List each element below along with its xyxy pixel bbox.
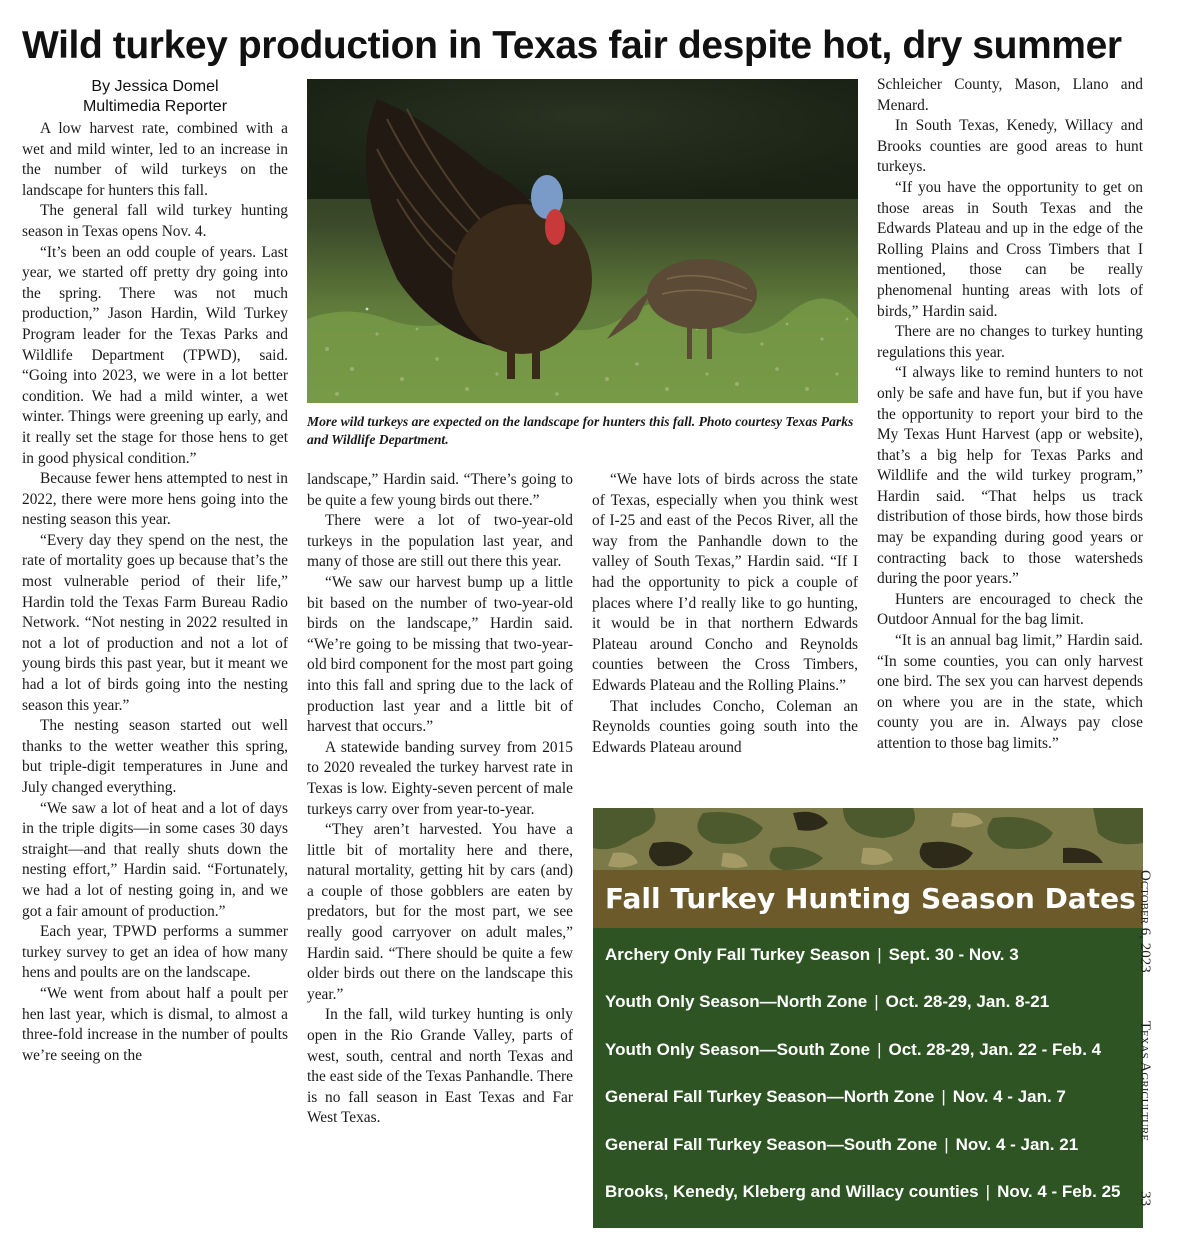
season-row (605, 944, 1141, 966)
season-row (605, 1181, 1141, 1203)
season-row (605, 1039, 1141, 1061)
paragraph: “They aren’t harvested. You have a little bit of mortality here and there, natural mortality, getting hit by cars (and) a couple of those gobblers are eaten by predators, but for the most part, we see really good carryover on adult males,” Hardin said. “There should be quite a few older birds out there on the landscape this year.” (307, 821, 573, 1003)
camouflage-banner (593, 808, 1143, 870)
turkey-photo (307, 79, 858, 403)
article-column-4 (877, 75, 1143, 805)
paragraph: “It’s been an odd couple of years. Last year, we started off pretty dry going into the spring. There was not much production,” Jason Hardin, Wild Turkey Program leader for the Texas Parks and Wildlife Department (TPWD), said. “Going into 2023, we were in a lot better condition. We had a mild winter, a wet winter. Things were greening up early, and it really set the stage for those hens to get in good physical condition.” (22, 243, 288, 467)
paragraph: A low harvest rate, combined with a wet and mild winter, led to an increase in the number of wild turkeys on the landscape for hunters this fall. (22, 120, 288, 199)
season-name: Brooks, Kenedy, Kleberg and Willacy counties (605, 1182, 979, 1201)
paragraph: Because fewer hens attempted to nest in 2022, there were more hens going into the nesting season this year. (22, 470, 288, 529)
season-dates: Oct. 28-29, Jan. 8-21 (885, 992, 1050, 1011)
season-name: Youth Only Season—North Zone (605, 992, 868, 1011)
page-folio (1137, 870, 1167, 1260)
season-separator: | (874, 992, 879, 1011)
paragraph: Schleicher County, Mason, Llano and Menard. (877, 76, 1143, 114)
folio-publication: Texas Agriculture (1137, 1020, 1153, 1142)
paragraph: “It is an annual bag limit,” Hardin said. “In some counties, you can only harvest one bird. The sex you can harvest depends on where you are in the state, which county you are in. Always pay close attention to those bag limits.” (877, 632, 1143, 752)
paragraph: The nesting season started out well thanks to the wetter weather this spring, but triple-digit temperatures in June and July changed everything. (22, 717, 288, 796)
paragraph: “We saw a lot of heat and a lot of days in the triple digits—in some cases 30 days straight—and that really shuts down the nesting effort,” Hardin said. “Fortunately, we had a lot of nesting going in, and we got a fair amount of production.” (22, 799, 288, 920)
season-dates-box (593, 808, 1143, 1228)
paragraph: “We saw our harvest bump up a little bit based on the number of two-year-old birds on the landscape,” Hardin said. “We’re going to be missing that two-year-old bird component for the most part going into this fall and spring due to the lack of production last year and a little bit of harvest that occurs.” (307, 573, 573, 736)
season-row (605, 991, 1141, 1013)
season-dates: Sept. 30 - Nov. 3 (888, 945, 1019, 964)
paragraph: There are no changes to turkey hunting regulations this year. (877, 323, 1143, 361)
folio-date: October 6, 2023 (1137, 870, 1153, 973)
season-dates: Nov. 4 - Feb. 25 (997, 1182, 1121, 1201)
season-separator: | (985, 1182, 991, 1201)
season-separator: | (877, 945, 882, 964)
paragraph: Each year, TPWD performs a summer turkey survey to get an idea of how many hens and poults are on the landscape. (22, 923, 288, 982)
article-column-1 (22, 119, 288, 1237)
paragraph: In South Texas, Kenedy, Willacy and Brooks counties are good areas to hunt turkeys. (877, 117, 1143, 176)
byline-title: Multimedia Reporter (82, 98, 228, 115)
season-list (593, 928, 1143, 1228)
article-column-2 (307, 470, 573, 1237)
season-row (605, 1134, 1141, 1156)
season-name: General Fall Turkey Season—North Zone (605, 1087, 935, 1106)
paragraph: Hunters are encouraged to check the Outdoor Annual for the bag limit. (877, 590, 1143, 629)
season-row (605, 1086, 1141, 1108)
season-box-title: Fall Turkey Hunting Season Dates (593, 870, 1143, 928)
headline: Wild turkey production in Texas fair despite hot, dry summer (22, 24, 1122, 67)
paragraph: “Every day they spend on the nest, the rate of mortality goes up because that’s the most vulnerable period of their life,” Hardin told the Texas Farm Bureau Radio Network. “Not nesting in 2022 resulted in not a lot of production and not a lot of young birds this past year, but it meant we had a lot of birds going into the nesting season this year.” (22, 531, 288, 714)
paragraph: The general fall wild turkey hunting season in Texas opens Nov. 4. (22, 202, 288, 240)
paragraph: “I always like to remind hunters to not only be safe and have fun, but if you have the opportunity to report your bird to the My Texas Hunt Harvest (app or website), that’s a big help for Texas Parks and Wildlife and the wild turkey program,” Hardin said. “That helps us track distribution of those birds, how those birds may be expanding during good years or contracting back to those watersheds during the poor years.” (877, 364, 1143, 588)
season-name: Archery Only Fall Turkey Season (605, 945, 871, 964)
folio-page-number: 33 (1137, 1191, 1153, 1207)
paragraph: There were a lot of two-year-old turkeys in the population last year, and many of those are still out there this year. (307, 512, 573, 571)
paragraph: A statewide banding survey from 2015 to 2020 revealed the turkey harvest rate in Texas is low. Eighty-seven percent of male turkeys carry over from year-to-year. (307, 738, 573, 818)
season-separator: | (877, 1040, 882, 1059)
photo-caption: More wild turkeys are expected on the landscape for hunters this fall. Photo courtesy Texas Parks and Wildlife Department. (307, 414, 854, 447)
paragraph: “We have lots of birds across the state of Texas, especially when you think west of I-25 and east of the Pecos River, all the way from the Panhandle down to the valley of South Texas,” Hardin said. “If I had the opportunity to pick a couple of places where I’d really like to go hunting, it would be in that northern Edwards Plateau around Concho and Reynolds counties between the Cross Timbers, Edwards Plateau and the Rolling Plains.” (592, 471, 858, 694)
paragraph: landscape,” Hardin said. “There’s going to be quite a few young birds out there.” (307, 471, 573, 509)
paragraph: “If you have the opportunity to get on those areas in South Texas and the Edwards Plateau and up in the edge of the Rolling Plains and Cross Timbers that I mentioned, those can be really phenomenal hunting areas with lots of birds,” Hardin said. (877, 178, 1143, 320)
byline-author: By Jessica Domel (91, 78, 219, 95)
season-dates: Oct. 28-29, Jan. 22 - Feb. 4 (888, 1040, 1102, 1059)
season-separator: | (941, 1087, 946, 1106)
season-dates: Nov. 4 - Jan. 7 (952, 1087, 1066, 1106)
paragraph: That includes Concho, Coleman an Reynolds counties going south into the Edwards Plateau around (592, 697, 858, 756)
paragraph: In the fall, wild turkey hunting is only open in the Rio Grande Valley, parts of west, south, central and north Texas and the east side of the Texas Panhandle. There is no fall season in East Texas and Far West Texas. (307, 1006, 573, 1127)
article-column-3 (592, 470, 858, 800)
season-separator: | (944, 1135, 949, 1154)
folio-text (1135, 870, 1155, 1206)
turkey-photo-illustration (307, 79, 858, 403)
paragraph: “We went from about half a poult per hen last year, which is dismal, to almost a three-fold increase in the number of poults we’re seeing on the (22, 984, 288, 1064)
byline (22, 77, 288, 117)
season-name: Youth Only Season—South Zone (605, 1040, 871, 1059)
season-dates: Nov. 4 - Jan. 21 (955, 1135, 1079, 1154)
season-name: General Fall Turkey Season—South Zone (605, 1135, 938, 1154)
